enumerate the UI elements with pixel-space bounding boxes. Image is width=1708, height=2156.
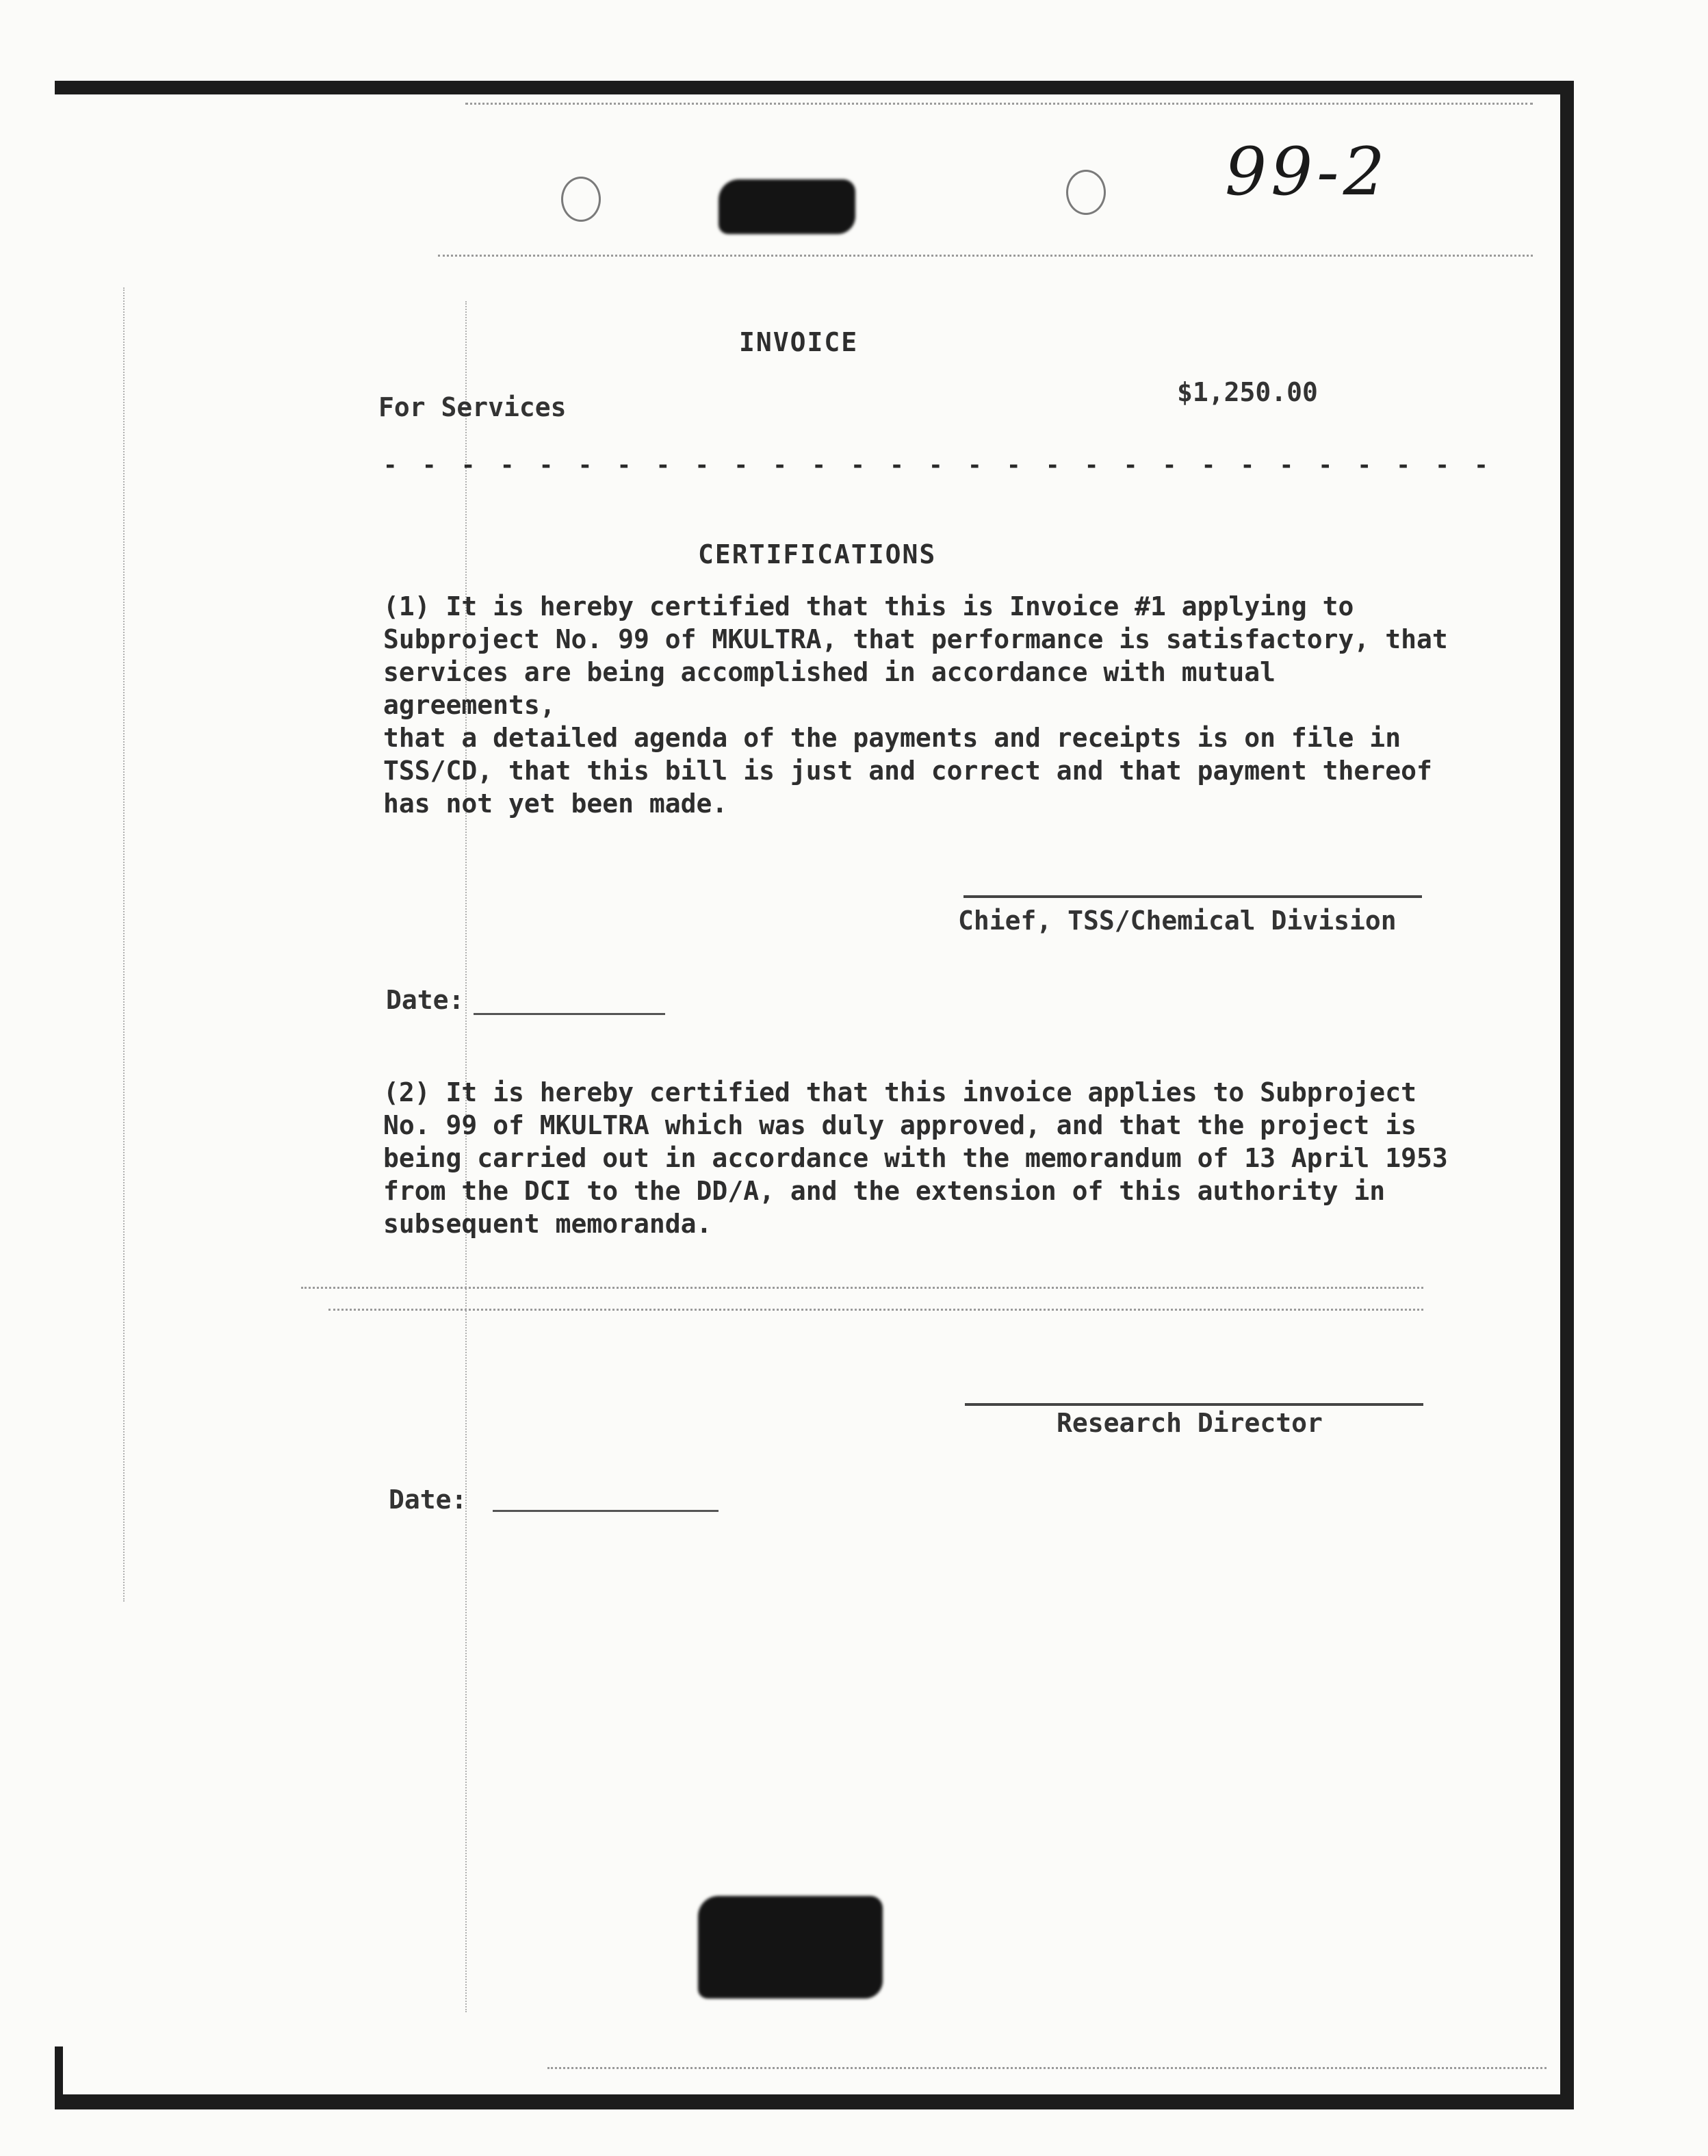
faint-rule-top	[465, 103, 1533, 105]
redaction-top	[719, 179, 855, 234]
faint-rule-middle	[301, 1287, 1423, 1289]
certification-paragraph-1: (1) It is hereby certified that this is Invoice #1 applying to Subproject No. 99 of MKULTRA, that performance is satisfactory, that services are being accomplished in accordance with mutual agreements, that a detailed agenda of the payments and receipts is on file in TSS/CD, that this bill is just and correct and that payment thereof has not yet been made.	[383, 591, 1448, 819]
invoice-amount: $1,250.00	[1177, 377, 1318, 407]
date-line-1	[474, 1013, 665, 1015]
punch-hole-right	[1066, 170, 1106, 215]
faint-rule-bottom	[547, 2067, 1547, 2069]
faint-margin-line	[123, 287, 125, 1602]
date-label-2: Date:	[389, 1485, 467, 1515]
scan-border-right	[1560, 81, 1574, 2107]
for-services-label: For Services	[378, 392, 567, 422]
handwritten-file-number: 99-2	[1225, 133, 1389, 210]
redaction-bottom	[698, 1896, 883, 1999]
faint-rule-header	[438, 255, 1533, 257]
signature-line-1	[963, 895, 1422, 898]
certification-paragraph-2: (2) It is hereby certified that this invoice applies to Subproject No. 99 of MKULTRA which was duly approved, and that the project is being carried out in accordance with the memorandum of 13 April 1953 from the DCI to the DD/A, and the extension of this authority in subsequent memoranda.	[383, 1077, 1448, 1239]
certifications-heading: CERTIFICATIONS	[698, 539, 937, 569]
faint-rule-middle-2	[328, 1309, 1423, 1311]
signature-line-2	[965, 1403, 1423, 1406]
invoice-title: INVOICE	[739, 327, 859, 357]
scan-border-bottom	[55, 2094, 1574, 2109]
dashed-separator: - - - - - - - - - - - - - - - - - - - - - - - - - - - - -	[383, 452, 1494, 479]
date-line-2	[493, 1510, 719, 1512]
signer-chief-tss: Chief, TSS/Chemical Division	[958, 906, 1397, 936]
punch-hole-left	[561, 177, 601, 222]
signer-research-director: Research Director	[1057, 1408, 1323, 1438]
scan-border-left	[55, 2046, 63, 2109]
scan-border-top	[55, 81, 1574, 94]
date-label-1: Date:	[386, 985, 465, 1015]
